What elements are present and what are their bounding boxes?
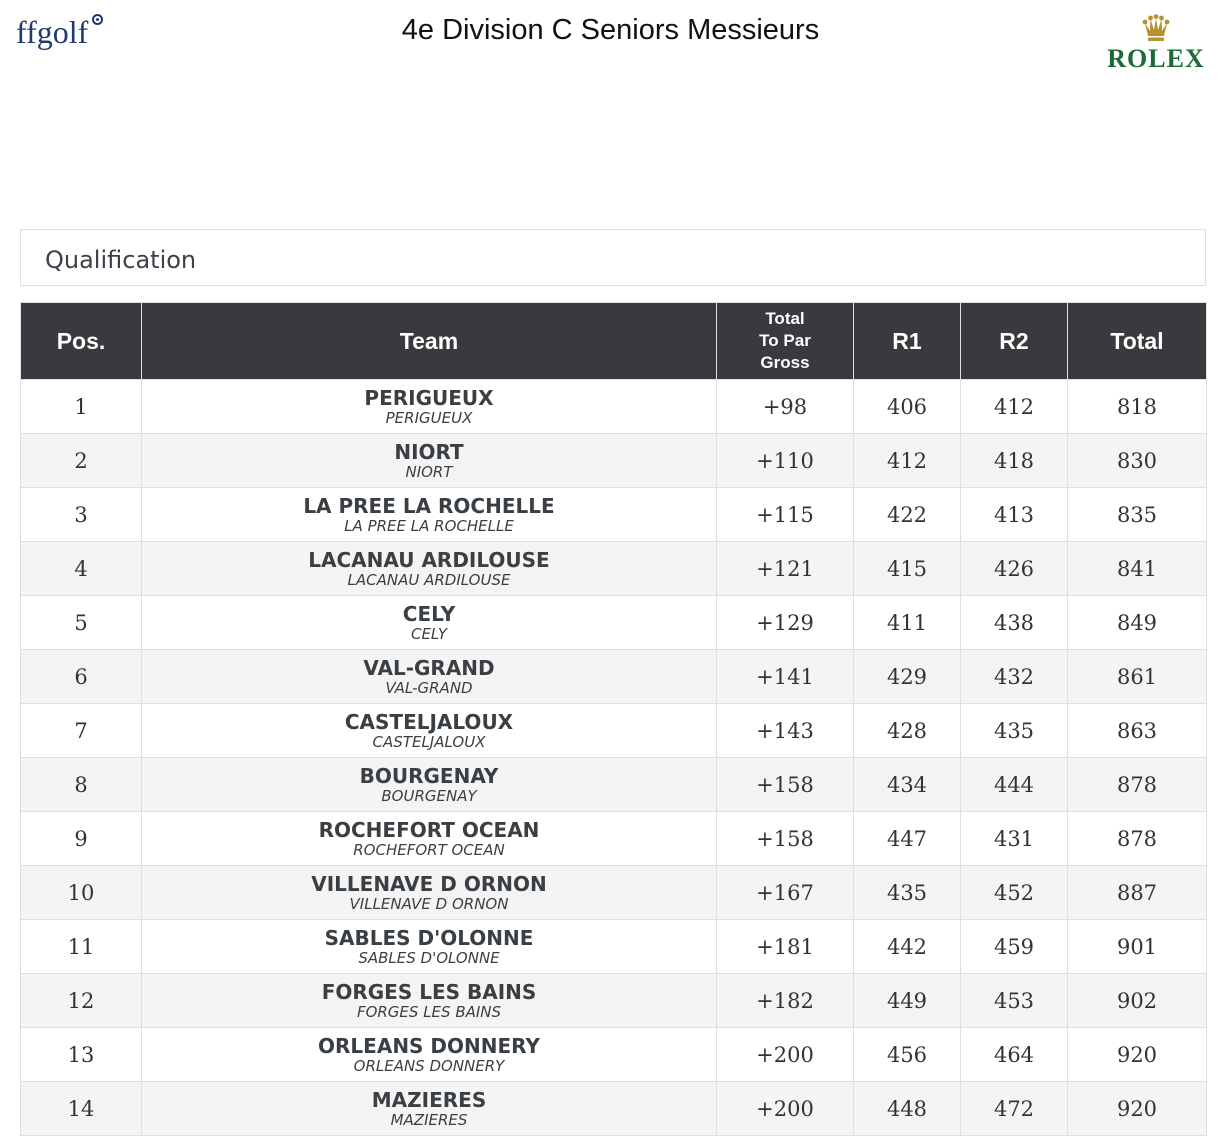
team-name[interactable]: ROCHEFORT OCEAN: [318, 817, 540, 842]
cell-total-to-par: +158: [717, 812, 854, 866]
cell-total-to-par: +115: [717, 488, 854, 542]
column-header-r2[interactable]: R2: [961, 303, 1068, 380]
team-club: SABLES D'OLONNE: [358, 948, 500, 967]
cell-r1: 448: [854, 1082, 961, 1136]
cell-r1: 434: [854, 758, 961, 812]
cell-r2: 435: [961, 704, 1068, 758]
team-club: ROCHEFORT OCEAN: [353, 840, 505, 859]
cell-r2: 464: [961, 1028, 1068, 1082]
cell-r2: 444: [961, 758, 1068, 812]
cell-pos: 4: [21, 542, 142, 596]
table-row[interactable]: [21, 704, 1207, 758]
team-club: VAL-GRAND: [385, 678, 473, 697]
rolex-wordmark: ROLEX: [1107, 44, 1205, 73]
table-row[interactable]: [21, 488, 1207, 542]
team-name[interactable]: LA PREE LA ROCHELLE: [303, 493, 555, 518]
cell-r2: 431: [961, 812, 1068, 866]
team-club: VILLENAVE D ORNON: [349, 894, 509, 913]
team-club: FORGES LES BAINS: [356, 1002, 502, 1021]
table-row[interactable]: [21, 542, 1207, 596]
cell-total-to-par: +98: [717, 380, 854, 434]
cell-r1: 449: [854, 974, 961, 1028]
cell-pos: 6: [21, 650, 142, 704]
table-row[interactable]: [21, 974, 1207, 1028]
team-name[interactable]: BOURGENAY: [359, 763, 499, 788]
cell-team[interactable]: [142, 704, 717, 758]
table-row[interactable]: [21, 650, 1207, 704]
team-name[interactable]: CASTELJALOUX: [344, 709, 514, 734]
cell-total: 818: [1068, 380, 1207, 434]
cell-team[interactable]: [142, 974, 717, 1028]
cell-pos: 11: [21, 920, 142, 974]
cell-pos: 14: [21, 1082, 142, 1136]
cell-team[interactable]: [142, 542, 717, 596]
cell-r1: 435: [854, 866, 961, 920]
team-club: LA PREE LA ROCHELLE: [344, 516, 514, 535]
cell-r2: 426: [961, 542, 1068, 596]
cell-total: 830: [1068, 434, 1207, 488]
cell-team[interactable]: [142, 650, 717, 704]
cell-team[interactable]: [142, 758, 717, 812]
cell-team[interactable]: [142, 1028, 717, 1082]
team-club: PERIGUEUX: [385, 408, 473, 427]
cell-total-to-par: +158: [717, 758, 854, 812]
cell-r2: 453: [961, 974, 1068, 1028]
cell-r2: 452: [961, 866, 1068, 920]
cell-total-to-par: +129: [717, 596, 854, 650]
cell-r2: 412: [961, 380, 1068, 434]
column-header-total-to-par-gross[interactable]: [717, 303, 854, 380]
cell-pos: 9: [21, 812, 142, 866]
column-header-topar-line3: Gross: [760, 353, 810, 372]
cell-total-to-par: +167: [717, 866, 854, 920]
cell-r1: 442: [854, 920, 961, 974]
team-club: NIORT: [405, 462, 453, 481]
cell-total-to-par: +200: [717, 1082, 854, 1136]
team-name[interactable]: ORLEANS DONNERY: [318, 1033, 540, 1058]
cell-total-to-par: +182: [717, 974, 854, 1028]
table-row[interactable]: [21, 1082, 1207, 1136]
results-table: [20, 302, 1207, 1136]
cell-pos: 8: [21, 758, 142, 812]
team-club: BOURGENAY: [381, 786, 477, 805]
cell-total: 878: [1068, 812, 1207, 866]
cell-pos: 3: [21, 488, 142, 542]
cell-r2: 413: [961, 488, 1068, 542]
cell-r2: 438: [961, 596, 1068, 650]
cell-r1: 415: [854, 542, 961, 596]
table-row[interactable]: [21, 434, 1207, 488]
column-header-topar-line1: Total: [765, 309, 805, 328]
team-club: LACANAU ARDILOUSE: [347, 570, 511, 589]
cell-r1: 406: [854, 380, 961, 434]
cell-team[interactable]: [142, 866, 717, 920]
cell-r1: 422: [854, 488, 961, 542]
cell-team[interactable]: [142, 1082, 717, 1136]
team-club: MAZIERES: [390, 1110, 468, 1129]
team-club: ORLEANS DONNERY: [353, 1056, 505, 1075]
table-header-row: [21, 303, 1207, 380]
table-row[interactable]: [21, 758, 1207, 812]
cell-total-to-par: +200: [717, 1028, 854, 1082]
cell-total: 901: [1068, 920, 1207, 974]
cell-r2: 459: [961, 920, 1068, 974]
cell-team[interactable]: [142, 812, 717, 866]
team-club: CASTELJALOUX: [372, 732, 486, 751]
cell-total-to-par: +143: [717, 704, 854, 758]
cell-total-to-par: +110: [717, 434, 854, 488]
column-header-topar-line2: To Par: [759, 331, 811, 350]
cell-pos: 13: [21, 1028, 142, 1082]
cell-r2: 418: [961, 434, 1068, 488]
team-club: CELY: [410, 624, 448, 643]
cell-total: 835: [1068, 488, 1207, 542]
cell-r1: 429: [854, 650, 961, 704]
table-row[interactable]: [21, 866, 1207, 920]
column-header-total[interactable]: Total: [1068, 303, 1207, 380]
cell-total: 902: [1068, 974, 1207, 1028]
table-row[interactable]: [21, 1028, 1207, 1082]
cell-r1: 456: [854, 1028, 961, 1082]
cell-total: 841: [1068, 542, 1207, 596]
team-name[interactable]: FORGES LES BAINS: [321, 979, 537, 1004]
cell-pos: 10: [21, 866, 142, 920]
cell-total-to-par: +141: [717, 650, 854, 704]
table-row[interactable]: [21, 596, 1207, 650]
team-name[interactable]: NIORT: [394, 439, 464, 464]
cell-team[interactable]: [142, 488, 717, 542]
team-name[interactable]: LACANAU ARDILOUSE: [308, 547, 550, 572]
cell-pos: 5: [21, 596, 142, 650]
cell-pos: 1: [21, 380, 142, 434]
cell-r2: 472: [961, 1082, 1068, 1136]
cell-r1: 428: [854, 704, 961, 758]
cell-r1: 412: [854, 434, 961, 488]
cell-team[interactable]: [142, 596, 717, 650]
cell-r2: 432: [961, 650, 1068, 704]
cell-total: 849: [1068, 596, 1207, 650]
cell-total: 863: [1068, 704, 1207, 758]
team-name[interactable]: MAZIERES: [371, 1087, 487, 1112]
cell-total-to-par: +121: [717, 542, 854, 596]
section-header: [20, 229, 1206, 286]
rolex-logo: [1100, 14, 1212, 72]
cell-total: 920: [1068, 1082, 1207, 1136]
cell-total: 878: [1068, 758, 1207, 812]
team-name[interactable]: CELY: [402, 601, 456, 626]
team-name[interactable]: SABLES D'OLONNE: [324, 925, 534, 950]
table-row[interactable]: [21, 920, 1207, 974]
cell-team[interactable]: [142, 434, 717, 488]
cell-total: 887: [1068, 866, 1207, 920]
cell-pos: 2: [21, 434, 142, 488]
cell-r1: 411: [854, 596, 961, 650]
cell-total: 920: [1068, 1028, 1207, 1082]
cell-team[interactable]: [142, 920, 717, 974]
team-name[interactable]: VILLENAVE D ORNON: [311, 871, 547, 896]
cell-team[interactable]: [142, 380, 717, 434]
cell-r1: 447: [854, 812, 961, 866]
cell-pos: 12: [21, 974, 142, 1028]
team-name[interactable]: PERIGUEUX: [364, 385, 494, 410]
team-name[interactable]: VAL-GRAND: [363, 655, 495, 680]
column-header-team[interactable]: Team: [142, 303, 717, 380]
column-header-r1[interactable]: R1: [854, 303, 961, 380]
column-header-pos[interactable]: Pos.: [21, 303, 142, 380]
cell-total: 861: [1068, 650, 1207, 704]
cell-total-to-par: +181: [717, 920, 854, 974]
page-title: 4e Division C Seniors Messieurs: [401, 14, 820, 46]
ffgolf-logo-text: ffgolf: [16, 14, 89, 50]
table-row[interactable]: [21, 380, 1207, 434]
cell-pos: 7: [21, 704, 142, 758]
crown-icon: [1141, 14, 1171, 44]
table-row[interactable]: [21, 812, 1207, 866]
section-title: Qualification: [45, 246, 197, 274]
